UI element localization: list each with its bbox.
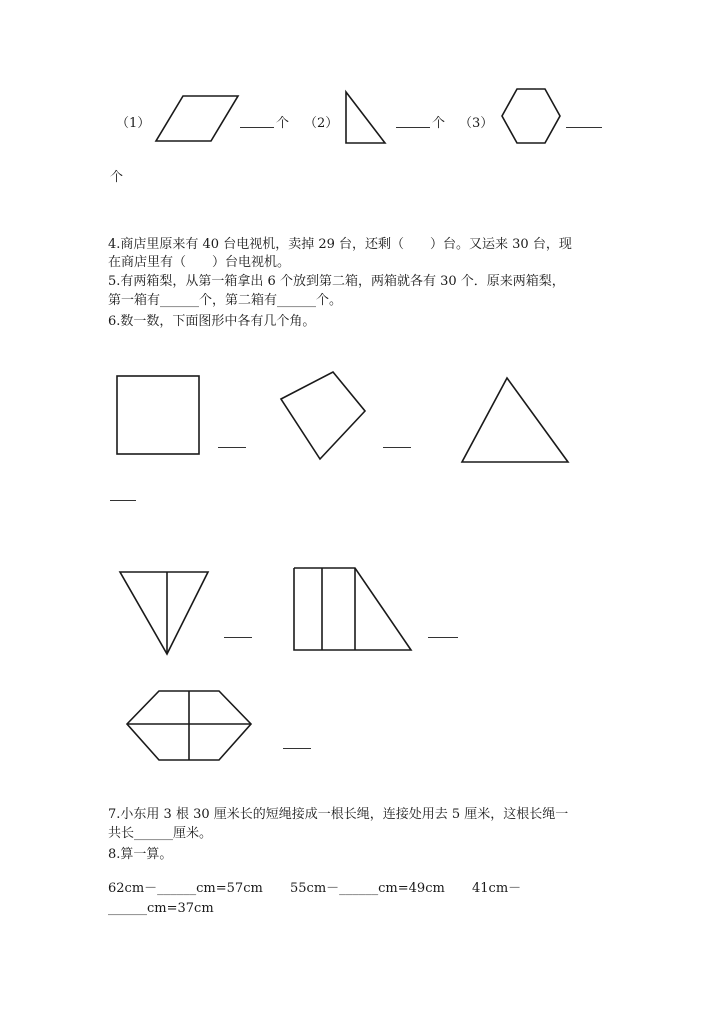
unit-1: 个 [276, 116, 290, 131]
equilateral-triangle-figure [458, 374, 572, 466]
rectangles-and-triangle-figure [288, 564, 418, 660]
q5-line-1: 5.有两箱梨，从第一箱拿出 6 个放到第二箱，两箱就各有 30 个．原来两箱梨， [108, 274, 565, 289]
q4-line-1: 4.商店里原来有 40 台电视机，卖掉 29 台，还剩（ ）台。又运来 30 台，现 [108, 237, 572, 252]
parallelogram-figure [152, 92, 242, 144]
q5-line-2: 第一箱有______个，第二箱有______个。 [108, 293, 343, 308]
equation-3-part2: ______cm=37cm [108, 901, 214, 916]
angle-blank-5[interactable] [428, 637, 458, 638]
label-1: （1） [116, 116, 151, 131]
answer-blank-1[interactable] [240, 127, 274, 128]
triangle-figure [340, 88, 390, 148]
answer-blank-2[interactable] [396, 127, 430, 128]
tilted-quadrilateral-figure [276, 368, 370, 464]
equation-2: 55cm－______cm=49cm [290, 881, 445, 896]
q7-line-1: 7.小东用 3 根 30 厘米长的短绳接成一根长绳，连接处用去 5 厘米，这根长绳一 [108, 807, 569, 822]
square-figure [115, 374, 201, 456]
label-2: （2） [304, 116, 339, 131]
inverted-triangle-figure [116, 568, 212, 658]
unit-2: 个 [432, 116, 446, 131]
angle-blank-6[interactable] [283, 748, 311, 749]
hexagon-with-cross-figure [122, 688, 256, 764]
equation-3-part1: 41cm－ [472, 881, 522, 896]
angle-blank-1[interactable] [218, 447, 246, 448]
hexagon-figure [498, 86, 564, 146]
q7-line-2: 共长______厘米。 [108, 826, 213, 841]
answer-blank-3[interactable] [566, 127, 602, 128]
unit-3: 个 [110, 170, 124, 185]
q6-title: 6.数一数，下面图形中各有几个角。 [108, 314, 316, 329]
q8-title: 8.算一算。 [108, 847, 173, 862]
q4-line-2: 在商店里有（ ）台电视机。 [108, 255, 291, 270]
angle-blank-2[interactable] [383, 447, 411, 448]
angle-blank-3[interactable] [110, 500, 136, 501]
label-3: （3） [459, 116, 494, 131]
equation-1: 62cm－______cm=57cm [108, 881, 263, 896]
angle-blank-4[interactable] [224, 637, 252, 638]
